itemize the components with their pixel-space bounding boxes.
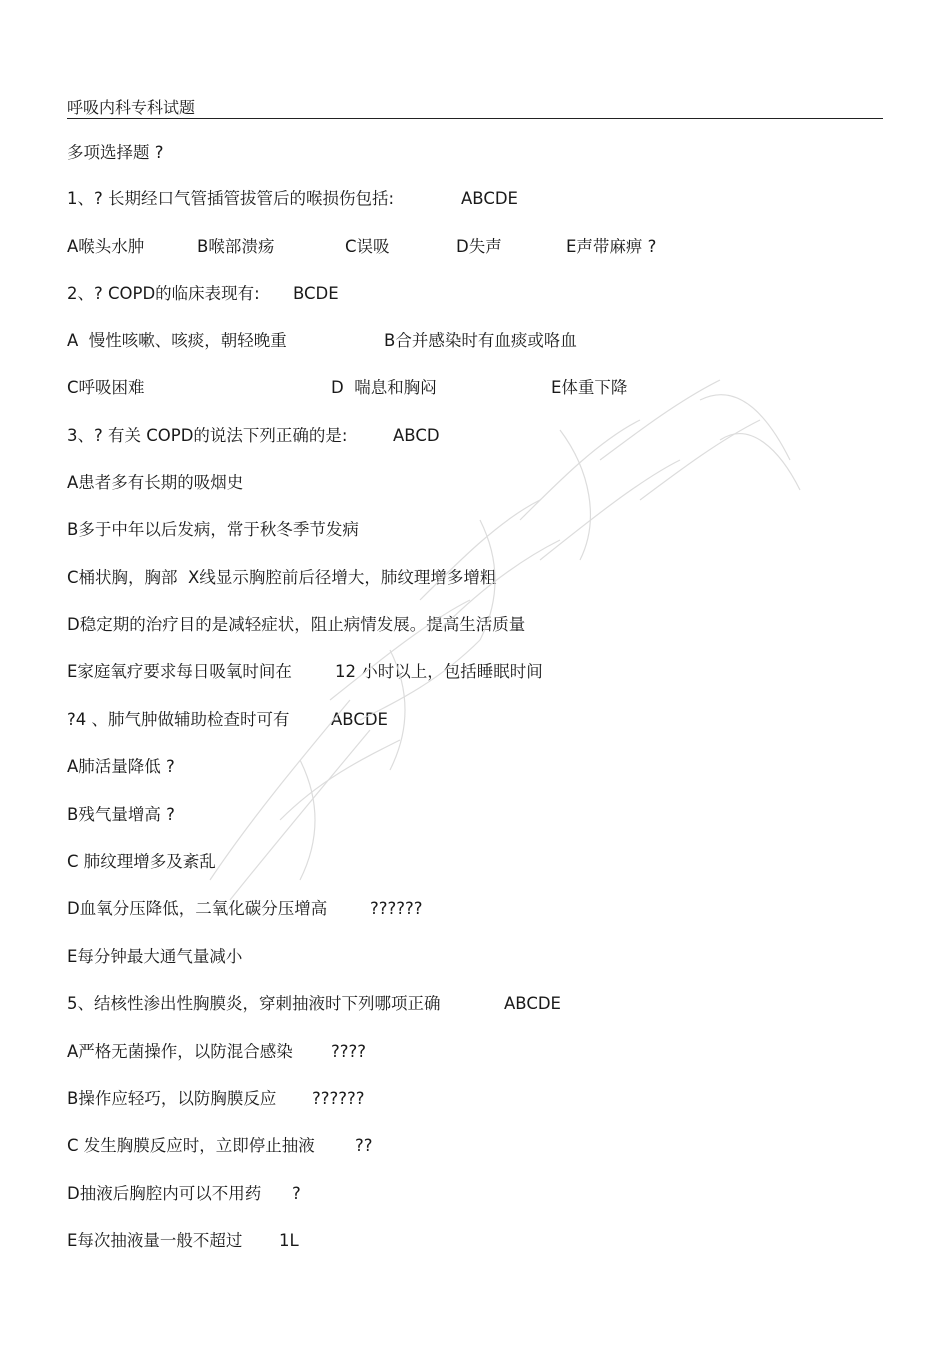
line-text: ???? <box>331 1042 367 1061</box>
line-text: B多于中年以后发病，常于秋冬季节发病 <box>67 520 359 539</box>
line-text: ?????? <box>312 1089 365 1108</box>
line-text: D稳定期的治疗目的是减轻症状，阻止病情发展。提高生活质量 <box>67 615 526 634</box>
line-text: E体重下降 <box>551 378 628 397</box>
line-text: 1、? 长期经口气管插管拔管后的喉损伤包括: <box>67 189 395 208</box>
line-text: ? <box>292 1184 301 1203</box>
line-text: D血氧分压降低，二氧化碳分压增高 <box>67 899 328 918</box>
line-text: ABCDE <box>331 710 388 729</box>
line-text: ABCDE <box>504 994 561 1013</box>
line-text: E每次抽液量一般不超过 <box>67 1231 243 1250</box>
line-text: E每分钟最大通气量减小 <box>67 947 243 966</box>
line-text: ABCDE <box>461 189 518 208</box>
line-text: ABCD <box>393 426 440 445</box>
document-header-title: 呼吸内科专科试题 <box>67 98 196 117</box>
line-text: E声带麻痹 ? <box>566 237 657 256</box>
line-text: 2、? COPD的临床表现有: <box>67 284 260 303</box>
line-text: ?????? <box>370 899 423 918</box>
line-text: C呼吸困难 <box>67 378 145 397</box>
line-text: BCDE <box>293 284 339 303</box>
line-text: B操作应轻巧，以防胸膜反应 <box>67 1089 277 1108</box>
line-text: 3、? 有关 COPD的说法下列正确的是: <box>67 426 348 445</box>
line-text: 5、结核性渗出性胸膜炎，穿刺抽液时下列哪项正确 <box>67 994 441 1013</box>
line-text: C桶状胸，胸部 X线显示胸腔前后径增大，肺纹理增多增粗 <box>67 568 497 587</box>
line-text: D 喘息和胸闷 <box>331 378 437 397</box>
line-text: B合并感染时有血痰或咯血 <box>384 331 577 350</box>
line-text: B残气量增高 ? <box>67 805 175 824</box>
line-text: C 发生胸膜反应时，立即停止抽液 <box>67 1136 315 1155</box>
line-text: ?4 、肺气肿做辅助检查时可有 <box>67 710 290 729</box>
line-text: C误吸 <box>345 237 390 256</box>
line-text: C 肺纹理增多及紊乱 <box>67 852 216 871</box>
line-text: A喉头水肿 <box>67 237 145 256</box>
section-title: 多项选择题 ? <box>67 143 164 162</box>
line-text: E家庭氧疗要求每日吸氧时间在 <box>67 662 292 681</box>
line-text: B喉部溃疡 <box>197 237 275 256</box>
line-text: 12 小时以上，包括睡眠时间 <box>335 662 543 681</box>
line-text: D抽液后胸腔内可以不用药 <box>67 1184 262 1203</box>
line-text: 1L <box>279 1231 299 1250</box>
line-text: ?? <box>355 1136 373 1155</box>
line-text: A严格无菌操作，以防混合感染 <box>67 1042 293 1061</box>
line-text: A肺活量降低 ? <box>67 757 175 776</box>
header-rule <box>67 118 883 119</box>
line-text: D失声 <box>456 237 502 256</box>
line-text: A 慢性咳嗽、咳痰，朝轻晚重 <box>67 331 287 350</box>
line-text: A患者多有长期的吸烟史 <box>67 473 244 492</box>
